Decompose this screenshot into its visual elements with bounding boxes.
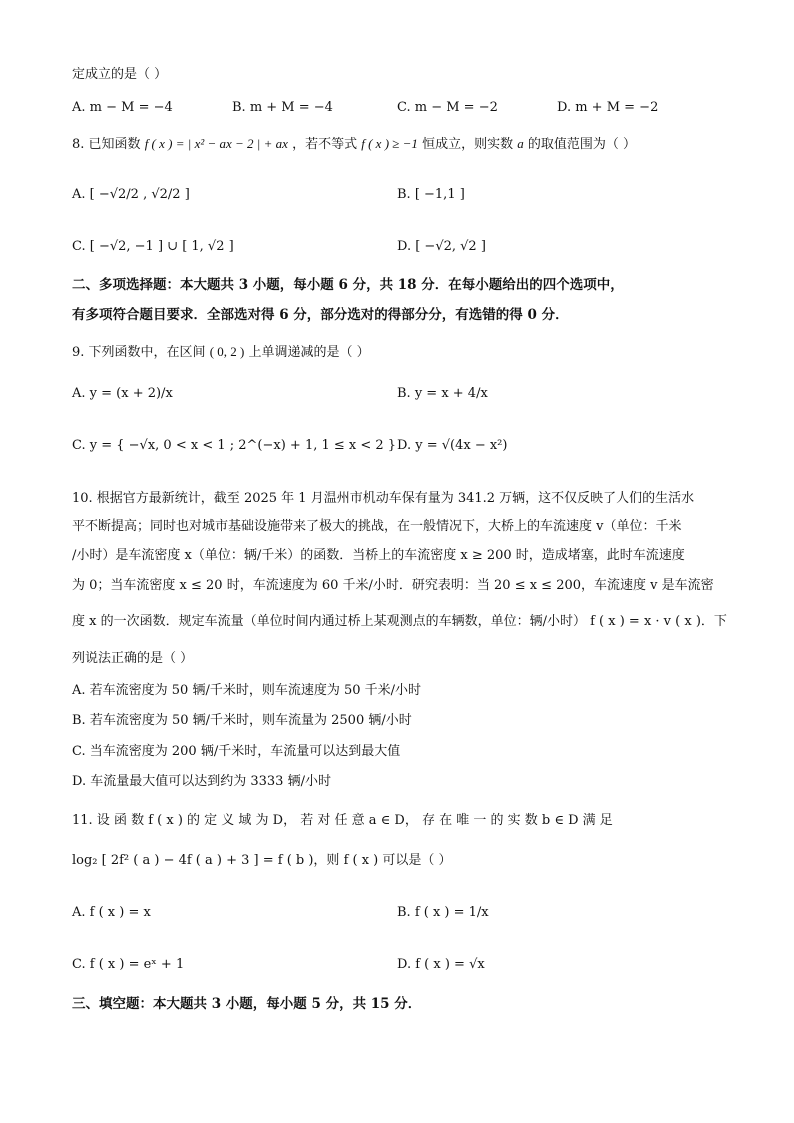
q7-option-a: A. m − M = −4 <box>72 100 173 115</box>
q10-option-a: A. 若车流密度为 50 辆/千米时，则车流速度为 50 千米/小时 <box>72 683 422 698</box>
q8-option-d: D. [ −√2, √2 ] <box>397 239 486 254</box>
q7-option-c: C. m − M = −2 <box>397 100 498 115</box>
q8-stem-c: 恒成立，则实数 <box>422 137 514 152</box>
q9-interval: ( 0, 2 ) <box>209 344 245 359</box>
q10-line-3: /小时）是车流密度 x（单位：辆/千米）的函数．当桥上的车流密度 x ≥ 200 时，造成堵塞，此时车流速度 <box>72 548 685 563</box>
q8-stem-d: 的取值范围为（ ） <box>527 137 637 152</box>
q8-option-a: A. [ −√2/2 , √2/2 ] <box>72 187 190 202</box>
q7-stem-tail: 定成立的是（ ） <box>72 67 168 82</box>
section-2-heading-line2: 有多项符合题目要求．全部选对得 6 分，部分选对的得部分分，有选错的得 0 分． <box>72 307 569 323</box>
q7-option-b: B. m + M = −4 <box>232 100 333 115</box>
q9-option-b: B. y = x + 4/x <box>397 386 488 401</box>
q10-option-c: C. 当车流密度为 200 辆/千米时，车流量可以达到最大值 <box>72 744 401 759</box>
q10-line-6: 列说法正确的是（ ） <box>72 651 194 666</box>
q9-option-d: D. y = √(4x − x²) <box>397 438 508 453</box>
q10-line-4: 为 0；当车流密度 x ≤ 20 时，车流速度为 60 千米/小时．研究表明：当 20 ≤ x ≤ 200，车流速度 v 是车流密 <box>72 578 714 593</box>
q11-option-b: B. f ( x ) = 1/x <box>397 905 489 920</box>
q8-stem <box>72 135 636 154</box>
q8-var-a: a <box>517 136 524 151</box>
q8-stem-b: ，若不等式 <box>292 137 358 152</box>
q7-option-d: D. m + M = −2 <box>557 100 659 115</box>
q10-line-5: 度 x 的一次函数．规定车流量（单位时间内通过桥上某观测点的车辆数，单位：辆/小时） f ( x ) = x · v ( x )．下 <box>72 614 727 629</box>
q11-line-2: log₂ [ 2f² ( a ) − 4f ( a ) + 3 ] = f ( b )，则 f ( x ) 可以是（ ） <box>72 853 452 868</box>
q9-option-a: A. y = (x + 2)/x <box>72 386 173 401</box>
q8-option-b: B. [ −1,1 ] <box>397 187 465 202</box>
q8-function: f ( x ) = | x² − ax − 2 | + ax <box>144 136 288 151</box>
q11-option-a: A. f ( x ) = x <box>72 905 151 920</box>
q11-line-1: 11. 设 函 数 f ( x ) 的 定 义 域 为 D， 若 对 任 意 a ∈ D， 存 在 唯 一 的 实 数 b ∈ D 满 足 <box>72 813 613 828</box>
q10-option-d: D. 车流量最大值可以达到约为 3333 辆/小时 <box>72 774 331 789</box>
q10-line-1: 10. 根据官方最新统计，截至 2025 年 1 月温州市机动车保有量为 341.2 万辆，这不仅反映了人们的生活水 <box>72 491 695 506</box>
q8-option-c: C. [ −√2, −1 ] ∪ [ 1, √2 ] <box>72 239 234 254</box>
q11-option-d: D. f ( x ) = √x <box>397 957 485 972</box>
q9-option-c: C. y = { −√x, 0 < x < 1 ; 2^(−x) + 1, 1 ≤ x < 2 } <box>72 438 397 453</box>
q9-stem-a: 9. 下列函数中，在区间 <box>72 345 206 360</box>
q9-stem <box>72 343 370 362</box>
q11-option-c: C. f ( x ) = eˣ + 1 <box>72 957 185 972</box>
q9-stem-b: 上单调递减的是（ ） <box>248 345 370 360</box>
q8-inequality: f ( x ) ≥ −1 <box>361 136 418 151</box>
q10-line-2: 平不断提高；同时也对城市基础设施带来了极大的挑战，在一般情况下，大桥上的车流速度 v（单位：千米 <box>72 519 682 534</box>
q8-stem-a: 8. 已知函数 <box>72 137 141 152</box>
section-3-heading: 三、填空题：本大题共 3 小题，每小题 5 分，共 15 分． <box>72 996 422 1012</box>
section-2-heading-line1: 二、多项选择题：本大题共 3 小题，每小题 6 分，共 18 分．在每小题给出的四个选项中， <box>72 277 624 293</box>
q10-option-b: B. 若车流密度为 50 辆/千米时，则车流量为 2500 辆/小时 <box>72 713 412 728</box>
